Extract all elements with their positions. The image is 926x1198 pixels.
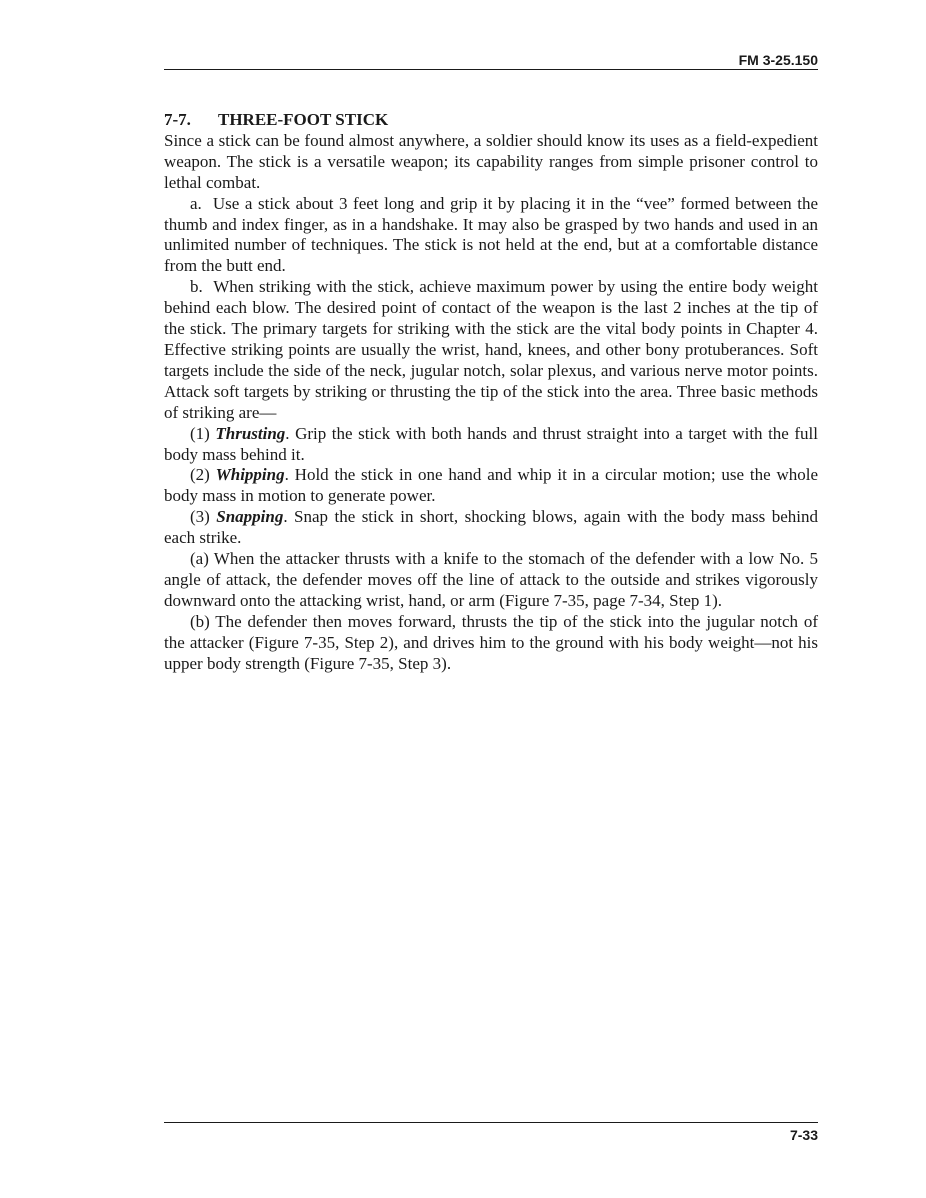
method-term: Whipping — [215, 465, 285, 485]
page-header — [164, 52, 818, 70]
step-a-paragraph: (a) When the attacker thrusts with a knife to the stomach of the defender with a low No. 5 angle of attack, the defender moves off the line of attack to the outside and strikes vigorously downward onto the attacking wrist, hand, or arm (Figure 7-35, page 7-34, Step 1). — [164, 549, 818, 610]
document-id: FM 3-25.150 — [738, 52, 818, 68]
method-prefix: (1) — [190, 423, 216, 443]
page-number: 7-33 — [789, 1127, 818, 1143]
method-text: . Grip the stick with both hands and thrust straight into a target with the full body mass behind it. — [164, 423, 818, 464]
page-body — [164, 110, 818, 674]
paragraph-a: a. Use a stick about 3 feet long and grip it by placing it in the “vee” formed between the thumb and index finger, as in a handshake. It may also be grasped by two hands and used in an unlimited number of techniques. The stick is not held at the end, but at a comfortable distance from the butt end. — [164, 193, 818, 276]
method-text: . Hold the stick in one hand and whip it in a circular motion; use the whole body mass in motion to generate power. — [164, 465, 818, 506]
method-thrusting — [164, 424, 818, 466]
section-heading — [164, 110, 818, 131]
intro-paragraph: Since a stick can be found almost anywhere, a soldier should know its uses as a field-expedient weapon. The stick is a versatile weapon; its capability ranges from simple prisoner control to lethal combat. — [164, 130, 818, 192]
method-prefix: (3) — [190, 507, 217, 527]
header-rule — [164, 69, 818, 70]
method-snapping — [164, 507, 818, 549]
section-number: 7-7. — [164, 110, 191, 129]
method-term: Snapping — [216, 507, 284, 527]
method-whipping — [164, 465, 818, 507]
footer-rule — [164, 1122, 818, 1123]
method-term: Thrusting — [215, 423, 286, 443]
method-prefix: (2) — [190, 465, 216, 485]
step-b-paragraph: (b) The defender then moves forward, thrusts the tip of the stick into the jugular notch of the attacker (Figure 7-35, Step 2), and drives him to the ground with his body weight—not his upper body strength (Figure 7-35, Step 3). — [164, 611, 818, 673]
section-title: THREE-FOOT STICK — [218, 110, 389, 129]
paragraph-b: b. When striking with the stick, achieve maximum power by using the entire body weight behind each blow. The desired point of contact of the weapon is the last 2 inches at the tip of the stick. The primary targets for striking with the stick are the vital body points in Chapter 4. Effective striking points are usually the wrist, hand, knees, and other bony protuberances. Soft targets include the side of the neck, jugular notch, solar plexus, and various nerve motor points. Attack soft targets by striking or thrusting the tip of the stick into the area. Three basic methods of striking are— — [164, 277, 818, 422]
method-text: . Snap the stick in short, shocking blows, again with the body mass behind each strike. — [164, 507, 818, 548]
